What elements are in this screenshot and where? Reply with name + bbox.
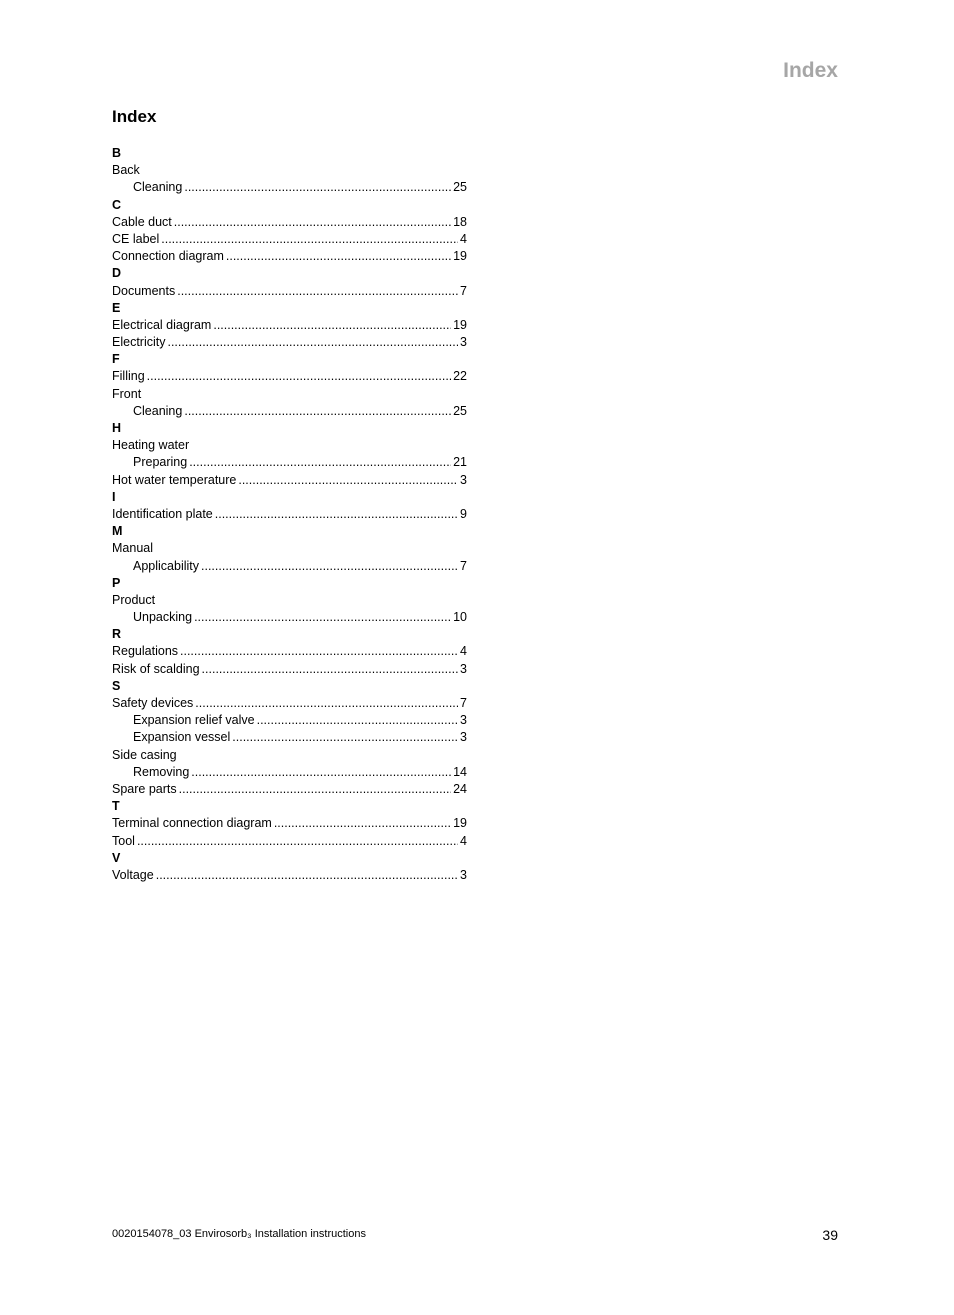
- index-term: T: [112, 799, 120, 814]
- index-term: Filling: [112, 369, 145, 384]
- index-letter-heading: [112, 489, 467, 506]
- index-page-number: 3: [460, 713, 467, 728]
- index-letter-heading: [112, 351, 467, 368]
- index-entry: [112, 437, 467, 454]
- index-term: Electrical diagram: [112, 317, 212, 332]
- index-page-number: 19: [453, 816, 467, 831]
- index-subentry: [112, 609, 467, 626]
- index-letter-heading: [112, 678, 467, 695]
- index-subentry: [112, 712, 467, 729]
- dot-leader: [137, 833, 458, 850]
- index-letter-heading: [112, 850, 467, 867]
- index-page-number: 3: [460, 730, 467, 745]
- index-page-number: 4: [460, 644, 467, 659]
- index-term: Spare parts: [112, 781, 177, 796]
- dot-leader: [147, 368, 451, 385]
- dot-leader: [180, 643, 458, 660]
- index-entry: [112, 317, 467, 334]
- dot-leader: [213, 317, 451, 334]
- index-entry: [112, 867, 467, 884]
- dot-leader: [167, 334, 458, 351]
- index-term: Identification plate: [112, 506, 213, 521]
- index-subentry: [112, 729, 467, 746]
- index-page-number: 18: [453, 214, 467, 229]
- index-term: Unpacking: [133, 610, 193, 625]
- dot-leader: [161, 231, 458, 248]
- index-term: CE label: [112, 231, 160, 246]
- dot-leader: [191, 764, 451, 781]
- index-page-number: 7: [460, 283, 467, 298]
- index-entry: [112, 386, 467, 403]
- index-subentry: [112, 403, 467, 420]
- index-term: Cable duct: [112, 214, 172, 229]
- index-letter-heading: [112, 626, 467, 643]
- index-entry: [112, 781, 467, 798]
- dot-leader: [232, 729, 458, 746]
- index-entry: [112, 334, 467, 351]
- index-letter-heading: [112, 145, 467, 162]
- index-term: Expansion vessel: [133, 730, 231, 745]
- index-letter-heading: [112, 798, 467, 815]
- dot-leader: [174, 214, 451, 231]
- index-letter-heading: [112, 300, 467, 317]
- index-entry: [112, 661, 467, 678]
- dot-leader: [184, 179, 451, 196]
- index-subentry: [112, 454, 467, 471]
- index-entry: [112, 283, 467, 300]
- index-term: Front: [112, 386, 142, 401]
- index-entry: [112, 815, 467, 832]
- index-term: Hot water temperature: [112, 472, 237, 487]
- index-letter-heading: [112, 265, 467, 282]
- index-term: M: [112, 524, 123, 539]
- index-entry: [112, 695, 467, 712]
- index-page-number: 19: [453, 317, 467, 332]
- index-page-number: 25: [453, 403, 467, 418]
- index-term: I: [112, 489, 116, 504]
- index-entry: [112, 592, 467, 609]
- index-subentry: [112, 764, 467, 781]
- footer-document-title: 0020154078_03 Envirosorb₃ Installation instructions: [112, 1228, 366, 1240]
- index-term: Voltage: [112, 867, 154, 882]
- index-page-number: 4: [460, 833, 467, 848]
- index-entry: [112, 747, 467, 764]
- dot-leader: [201, 558, 458, 575]
- index-subentry: [112, 179, 467, 196]
- dot-leader: [179, 781, 451, 798]
- index-page-number: 3: [460, 867, 467, 882]
- index-page-number: 4: [460, 231, 467, 246]
- dot-leader: [189, 454, 451, 471]
- index-term: Cleaning: [133, 403, 183, 418]
- index-term: H: [112, 421, 122, 435]
- index-page-number: 3: [460, 335, 467, 350]
- index-page-number: 21: [453, 455, 467, 470]
- index-page-number: 25: [453, 180, 467, 195]
- index-entry: [112, 643, 467, 660]
- dot-leader: [257, 712, 458, 729]
- index-entry: [112, 368, 467, 385]
- index-term: Heating water: [112, 438, 190, 453]
- index-page-number: 19: [453, 249, 467, 264]
- index-term: Cleaning: [133, 180, 183, 195]
- index-term: Terminal connection diagram: [112, 816, 272, 831]
- index-letter-heading: [112, 523, 467, 540]
- index-letter-heading: [112, 420, 467, 437]
- index-letter-heading: [112, 197, 467, 214]
- index-entry: [112, 472, 467, 489]
- index-term: Expansion relief valve: [133, 713, 255, 728]
- index-term: F: [112, 352, 120, 367]
- index-term: Regulations: [112, 644, 179, 659]
- index-entry: [112, 248, 467, 265]
- index-page-number: 7: [460, 696, 467, 710]
- index-term: Product: [112, 592, 156, 607]
- footer-page-number: 39: [822, 1227, 838, 1243]
- page-title: Index: [112, 107, 157, 126]
- index-term: Preparing: [133, 455, 188, 470]
- index-page-number: 9: [460, 506, 467, 521]
- index-term: E: [112, 300, 121, 315]
- index-term: Applicability: [133, 558, 200, 573]
- dot-leader: [202, 661, 459, 678]
- index-term: V: [112, 850, 121, 865]
- index-page-number: 24: [453, 781, 467, 796]
- dot-leader: [156, 867, 458, 884]
- dot-leader: [215, 506, 458, 523]
- index-page-number: 10: [453, 610, 467, 625]
- index-letter-heading: [112, 575, 467, 592]
- index-entry: [112, 231, 467, 248]
- index-list: [112, 145, 467, 884]
- index-subentry: [112, 558, 467, 575]
- index-term: Documents: [112, 283, 176, 298]
- dot-leader: [226, 248, 451, 265]
- dot-leader: [238, 472, 458, 489]
- index-page-number: 7: [460, 558, 467, 573]
- index-entry: [112, 162, 467, 179]
- index-term: Manual: [112, 541, 153, 556]
- index-entry: [112, 540, 467, 557]
- index-term: D: [112, 266, 122, 281]
- running-head: Index: [783, 59, 838, 82]
- index-page-number: 22: [453, 369, 467, 384]
- index-term: C: [112, 197, 122, 212]
- index-term: R: [112, 627, 122, 642]
- index-page-number: 3: [460, 472, 467, 487]
- index-term: Risk of scalding: [112, 661, 200, 676]
- index-term: Removing: [133, 764, 190, 779]
- index-entry: [112, 214, 467, 231]
- dot-leader: [274, 815, 451, 832]
- index-entry: [112, 506, 467, 523]
- dot-leader: [184, 403, 451, 420]
- index-term: Safety devices: [112, 696, 194, 710]
- index-page-number: 14: [453, 764, 467, 779]
- index-term: Electricity: [112, 335, 166, 350]
- index-term: Back: [112, 163, 140, 178]
- index-term: S: [112, 678, 121, 693]
- dot-leader: [194, 609, 451, 626]
- index-page-number: 3: [460, 661, 467, 676]
- index-entry: [112, 833, 467, 850]
- index-term: P: [112, 575, 121, 590]
- index-term: Side casing: [112, 747, 177, 762]
- index-term: Tool: [112, 833, 135, 848]
- index-term: Connection diagram: [112, 249, 224, 264]
- dot-leader: [177, 283, 458, 300]
- index-term: B: [112, 146, 122, 160]
- dot-leader: [195, 695, 458, 712]
